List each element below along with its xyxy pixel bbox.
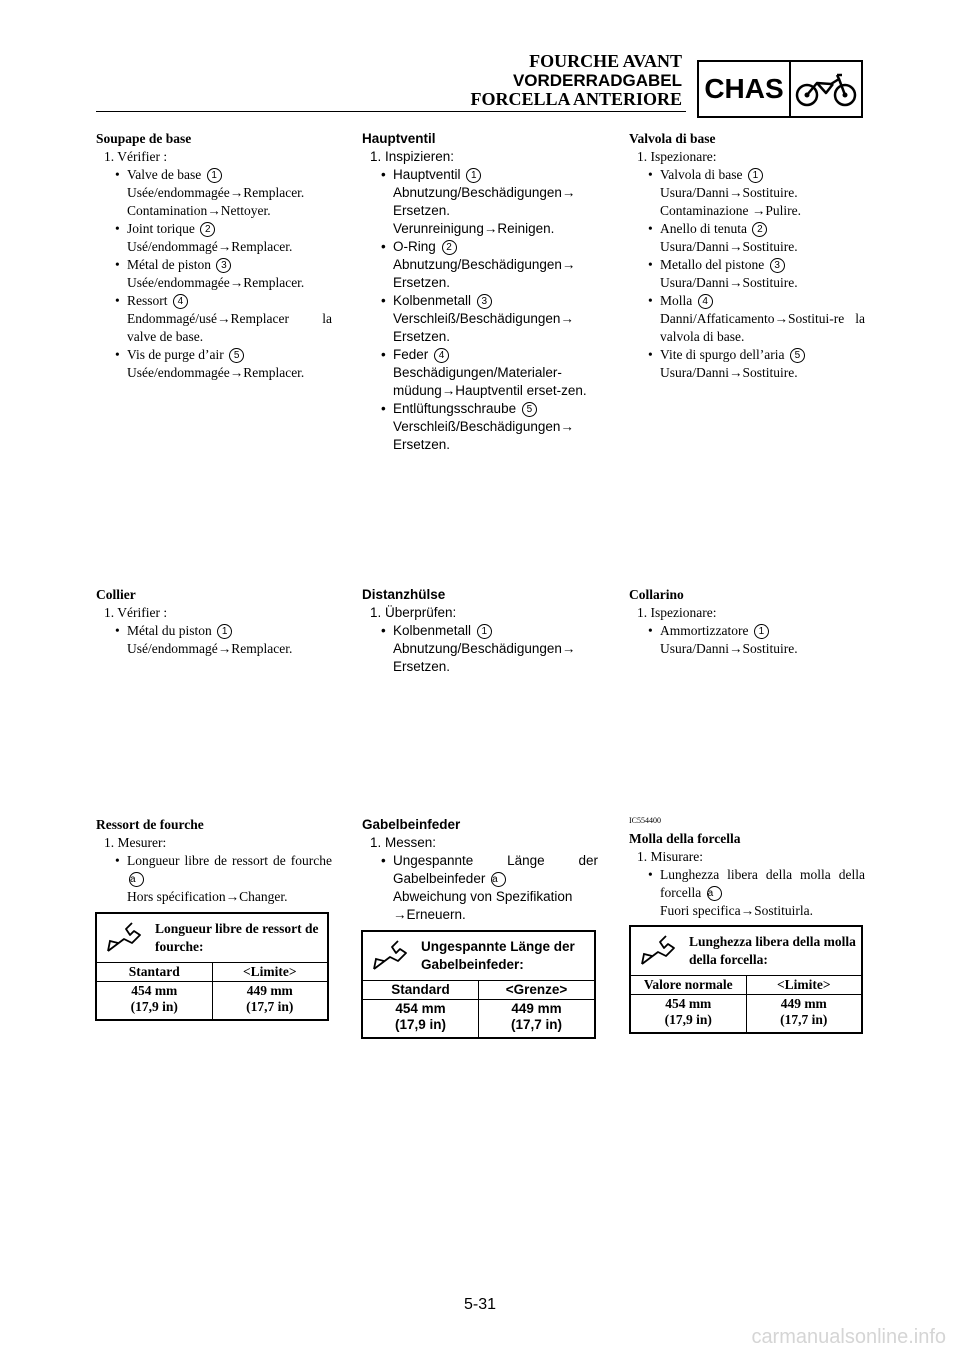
spec-title: Lunghezza libera della molla della forcella: bbox=[689, 934, 856, 967]
callout-number: 1 bbox=[217, 624, 232, 639]
callout-number: 1 bbox=[477, 624, 492, 639]
de-fork-spring-section bbox=[362, 816, 598, 924]
section-badge bbox=[697, 60, 863, 118]
list-item: • Métal de piston 3 bbox=[96, 256, 332, 274]
list-item: • Kolbenmetall 1 bbox=[362, 622, 598, 640]
item-detail: Verunreinigung→Reinigen. bbox=[393, 221, 555, 236]
step-label: 1. Inspizieren: bbox=[370, 149, 455, 164]
item-detail: Contaminazione →Pulire. bbox=[660, 203, 801, 218]
step-label: 1. Vérifier : bbox=[104, 149, 168, 164]
list-item: • Longueur libre de ressort de fourche a bbox=[96, 852, 332, 888]
header-title-it: FORCELLA ANTERIORE bbox=[470, 89, 682, 109]
spec-table bbox=[631, 976, 861, 1032]
fr-fork-spring-section bbox=[96, 816, 332, 906]
section-heading: Gabelbeinfeder bbox=[362, 817, 461, 832]
spec-col-limit: <Grenze> bbox=[479, 981, 595, 1000]
de-main-valve-section bbox=[362, 130, 598, 454]
list-item: • Lunghezza libera della molla della forcella a bbox=[629, 866, 865, 902]
watermark: carmanualsonline.info bbox=[751, 1326, 946, 1348]
spec-title: Ungespannte Länge der Gabelbeinfeder: bbox=[421, 939, 575, 972]
callout-number: 1 bbox=[207, 168, 222, 183]
item-detail: Fuori specifica→Sostituirla. bbox=[660, 903, 813, 918]
callout-number: 4 bbox=[434, 348, 449, 363]
item-detail: Abnutzung/Beschädigungen→ Ersetzen. bbox=[393, 641, 576, 674]
section-heading: Collier bbox=[96, 587, 136, 602]
spec-value-limit: 449 mm (17,7 in) bbox=[746, 995, 861, 1033]
item-detail: Usée/endommagée→Remplacer. bbox=[127, 185, 305, 200]
callout-number: 1 bbox=[466, 168, 481, 183]
list-item: • Ungespannte Länge der Gabelbeinfeder a bbox=[362, 852, 598, 888]
section-heading: Hauptventil bbox=[362, 131, 436, 146]
item-detail: Usura/Danni→Sostituire. bbox=[660, 185, 798, 200]
page-number: 5-31 bbox=[463, 1296, 497, 1313]
de-spacer-section bbox=[362, 586, 598, 676]
wrench-icon bbox=[97, 914, 151, 962]
step-label: 1. Vérifier : bbox=[104, 605, 168, 620]
list-item: • Anello di tenuta 2 bbox=[629, 220, 865, 238]
step-label: 1. Mesurer: bbox=[104, 835, 167, 850]
callout-number: 2 bbox=[442, 240, 457, 255]
callout-number: 2 bbox=[752, 222, 767, 237]
list-item: • Vis de purge d’air 5 bbox=[96, 346, 332, 364]
section-heading: Soupape de base bbox=[96, 131, 192, 146]
list-item: • Valvola di base 1 bbox=[629, 166, 865, 184]
list-item: • O-Ring 2 bbox=[362, 238, 598, 256]
spec-value-limit: 449 mm (17,7 in) bbox=[212, 982, 327, 1020]
step-label: 1. Ispezionare: bbox=[637, 149, 717, 164]
spec-col-standard: Stantard bbox=[97, 963, 212, 982]
spec-title: Longueur libre de ressort de fourche: bbox=[155, 921, 319, 954]
step-label: 1. Überprüfen: bbox=[370, 605, 457, 620]
list-item: • Ammortizzatore 1 bbox=[629, 622, 865, 640]
list-item: • Entlüftungsschraube 5 bbox=[362, 400, 598, 418]
spec-box-fr bbox=[95, 912, 329, 1021]
item-detail: Abnutzung/Beschädigungen→ Ersetzen. bbox=[393, 185, 576, 218]
item-detail: Usée/endommagée→Remplacer. bbox=[127, 365, 305, 380]
callout-number: 1 bbox=[754, 624, 769, 639]
step-label: 1. Misurare: bbox=[637, 849, 703, 864]
item-detail: Hors spécification→Changer. bbox=[127, 889, 288, 904]
callout-letter: a bbox=[129, 872, 144, 887]
spec-col-limit: <Limite> bbox=[212, 963, 327, 982]
spec-value-standard: 454 mm (17,9 in) bbox=[130, 983, 178, 1014]
section-heading: Ressort de fourche bbox=[96, 817, 204, 832]
item-detail: Beschädigungen/Materialer-müdung→Hauptventil erset-zen. bbox=[393, 365, 587, 398]
motorcycle-icon bbox=[791, 62, 861, 116]
section-heading: Valvola di base bbox=[629, 131, 716, 146]
wrench-icon bbox=[363, 932, 417, 980]
header-title-fr: FOURCHE AVANT bbox=[529, 51, 682, 71]
section-heading: Distanzhülse bbox=[362, 587, 446, 602]
item-detail: Usura/Danni→Sostituire. bbox=[660, 641, 798, 656]
list-item: • Metallo del pistone 3 bbox=[629, 256, 865, 274]
item-detail: Usé/endommagé→Remplacer. bbox=[127, 239, 293, 254]
spec-value-limit: 449 mm (17,7 in) bbox=[479, 1000, 595, 1038]
spec-box-de bbox=[361, 930, 596, 1039]
spec-table bbox=[363, 981, 594, 1037]
list-item: • Vite di spurgo dell’aria 5 bbox=[629, 346, 865, 364]
callout-number: 5 bbox=[790, 348, 805, 363]
list-item: • Valve de base 1 bbox=[96, 166, 332, 184]
list-item: • Feder 4 bbox=[362, 346, 598, 364]
callout-number: 4 bbox=[173, 294, 188, 309]
fr-base-valve-section bbox=[96, 130, 332, 382]
spec-box-it bbox=[629, 925, 863, 1034]
item-detail: Usura/Danni→Sostituire. bbox=[660, 239, 798, 254]
list-item: • Hauptventil 1 bbox=[362, 166, 598, 184]
item-detail: Usé/endommagé→Remplacer. bbox=[127, 641, 293, 656]
item-detail: Verschleiß/Beschädigungen→ Ersetzen. bbox=[393, 311, 574, 344]
item-detail: Abweichung von Spezifikation →Erneuern. bbox=[393, 889, 573, 922]
spec-col-standard: Valore normale bbox=[631, 976, 746, 995]
list-item: • Joint torique 2 bbox=[96, 220, 332, 238]
item-detail: Verschleiß/Beschädigungen→ Ersetzen. bbox=[393, 419, 574, 452]
callout-number: 3 bbox=[770, 258, 785, 273]
fr-collar-section bbox=[96, 586, 332, 658]
callout-number: 2 bbox=[200, 222, 215, 237]
item-detail: Endommagé/usé→Remplacer la valve de base. bbox=[127, 311, 332, 344]
section-code: IC554400 bbox=[629, 816, 661, 825]
item-detail: Contamination→Nettoyer. bbox=[127, 203, 271, 218]
spec-value-standard: 454 mm (17,9 in) bbox=[394, 1001, 446, 1032]
spec-col-standard: Standard bbox=[363, 981, 479, 1000]
callout-number: 5 bbox=[522, 402, 537, 417]
callout-letter: a bbox=[707, 886, 722, 901]
spec-value-standard: 454 mm (17,9 in) bbox=[664, 996, 712, 1027]
callout-number: 1 bbox=[748, 168, 763, 183]
header-rule bbox=[96, 111, 686, 112]
item-detail: Abnutzung/Beschädigungen→ Ersetzen. bbox=[393, 257, 576, 290]
section-heading: Molla della forcella bbox=[629, 831, 741, 846]
page-header-titles bbox=[470, 52, 682, 109]
item-detail: Usura/Danni→Sostituire. bbox=[660, 365, 798, 380]
item-detail: Usée/endommagée→Remplacer. bbox=[127, 275, 305, 290]
callout-number: 3 bbox=[477, 294, 492, 309]
it-base-valve-section bbox=[629, 130, 865, 382]
spec-col-limit: <Limite> bbox=[746, 976, 861, 995]
wrench-icon bbox=[631, 927, 685, 975]
callout-number: 3 bbox=[216, 258, 231, 273]
callout-letter: a bbox=[491, 872, 506, 887]
item-detail: Usura/Danni→Sostituire. bbox=[660, 275, 798, 290]
callout-number: 4 bbox=[698, 294, 713, 309]
it-collar-section bbox=[629, 586, 865, 658]
step-label: 1. Ispezionare: bbox=[637, 605, 717, 620]
step-label: 1. Messen: bbox=[370, 835, 437, 850]
section-heading: Collarino bbox=[629, 587, 684, 602]
list-item: • Molla 4 bbox=[629, 292, 865, 310]
list-item: • Kolbenmetall 3 bbox=[362, 292, 598, 310]
section-label: CHAS bbox=[699, 62, 791, 116]
it-fork-spring-section bbox=[629, 816, 865, 920]
header-title-de: VORDERRADGABEL bbox=[512, 71, 682, 90]
list-item: • Métal du piston 1 bbox=[96, 622, 332, 640]
item-detail: Danni/Affaticamento→Sostitui-re la valvola di base. bbox=[660, 311, 865, 344]
callout-number: 5 bbox=[229, 348, 244, 363]
list-item: • Ressort 4 bbox=[96, 292, 332, 310]
spec-table bbox=[97, 963, 327, 1019]
